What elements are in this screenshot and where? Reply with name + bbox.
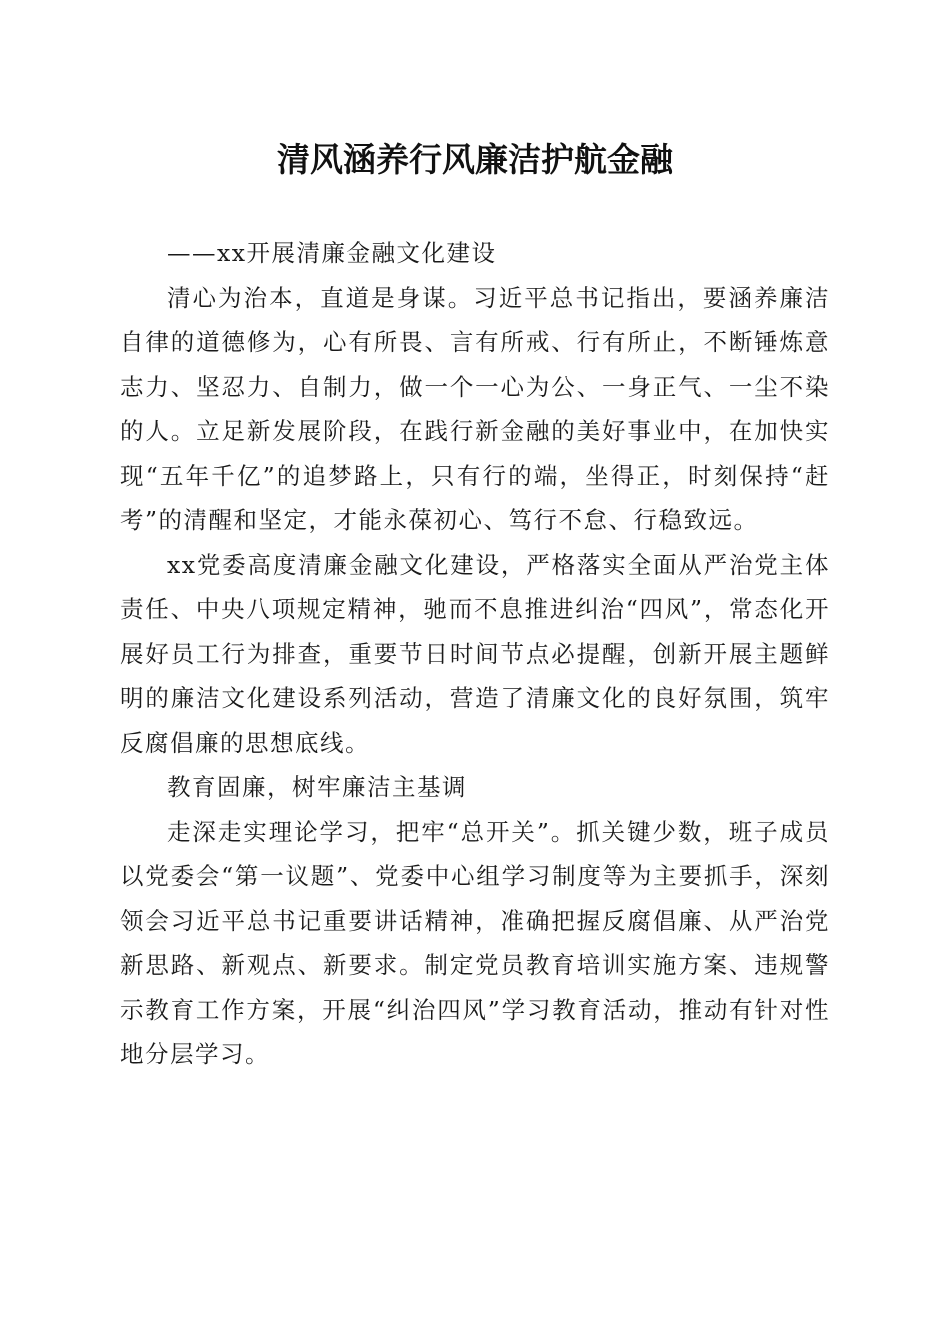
section-heading: 教育固廉，树牢廉洁主基调 xyxy=(167,773,467,801)
paragraph-2: xx党委高度清廉金融文化建设，严格落实全面从严治党主体责任、中央八项规定精神，驰而不息推进纠治“四风”，常态化开展好员工行为排查，重要节日时间节点必提醒，创新开展主题鲜明的廉洁文化建设系列活动，营造了清廉文化的良好氛围，筑牢反腐倡廉的思想底线。 xyxy=(120,550,830,757)
paragraph-1: 清心为治本，直道是身谋。习近平总书记指出，要涵养廉洁自律的道德修为，心有所畏、言有所戒、行有所止，不断锤炼意志力、坚忍力、自制力，做一个一心为公、一身正气、一尘不染的人。立足新发展阶段，在践行新金融的美好事业中，在加快实现“五年千亿”的追梦路上，只有行的端，坐得正，时刻保持“赶考”的清醒和坚定，才能永葆初心、笃行不怠、行稳致远。 xyxy=(120,283,830,534)
document-body xyxy=(120,231,830,1077)
document-title: 清风涵养行风廉洁护航金融 xyxy=(277,140,673,179)
subtitle: ——xx开展清廉金融文化建设 xyxy=(167,239,497,267)
section-paragraph: 走深走实理论学习，把牢“总开关”。抓关键少数，班子成员以党委会“第一议题”、党委中心组学习制度等为主要抓手，深刻领会习近平总书记重要讲话精神，准确把握反腐倡廉、从严治党新思路、新观点、新要求。制定党员教育培训实施方案、违规警示教育工作方案，开展“纠治四风”学习教育活动，推动有针对性地分层学习。 xyxy=(120,817,830,1068)
